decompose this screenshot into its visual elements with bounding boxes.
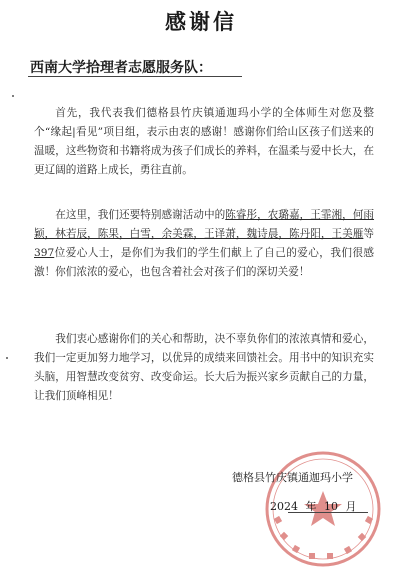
donor-count: 397 bbox=[34, 247, 55, 259]
recipient-underline bbox=[28, 76, 242, 77]
paragraph-2-rest: 位爱心人士，是你们为我们的学生们献上了自己的爱心，我们很感激！你们浓浓的爱心，也包含着社会对孩子们的深切关爱！ bbox=[34, 247, 374, 278]
paragraph-2-mid: 等 bbox=[363, 228, 374, 240]
paragraph-3: 我们衷心感谢你们的关心和帮助，决不辜负你们的浓浓真情和爱心，我们一定更加努力地学习，以优异的成绩来回馈社会。用书中的知识充实头脑，用智慧改变贫穷、改变命运。长大后为振兴家乡贡献自己的力量，让我们顶峰相见！ bbox=[34, 333, 374, 402]
paragraph-1: 首先，我代表我们德格县竹庆镇通迦玛小学的全体师生对您及整个“缘起|看见”项目组，表示由衷的感谢！感谢你们给山区孩子们送来的温暖，这些物资和书籍将成为孩子们成长的养料，在温柔与爱中长大，在更辽阔的道路上成长，勇往直前。 bbox=[34, 107, 374, 176]
paragraph-2-intro: 在这里，我们还要特别感谢活动中的 bbox=[55, 209, 226, 221]
donor-names: 陈睿彤，农璐嘉，王霏湘，何雨颖，林若辰，陈果，白雪，余美霖，王译萧，魏诗晨，陈丹阳，王美雁 bbox=[34, 209, 375, 240]
signature-school: 德格县竹庆镇通迦玛小学 bbox=[232, 471, 353, 484]
scan-speck bbox=[6, 357, 8, 359]
letter-title: 感谢信 bbox=[165, 9, 237, 34]
signature-date-underline bbox=[288, 512, 368, 513]
signature-date: 2024 年 10 月 bbox=[270, 500, 357, 513]
paragraph-2 bbox=[34, 206, 374, 282]
recipient: 西南大学拾理者志愿服务队： bbox=[30, 60, 212, 76]
scan-speck bbox=[12, 95, 14, 97]
